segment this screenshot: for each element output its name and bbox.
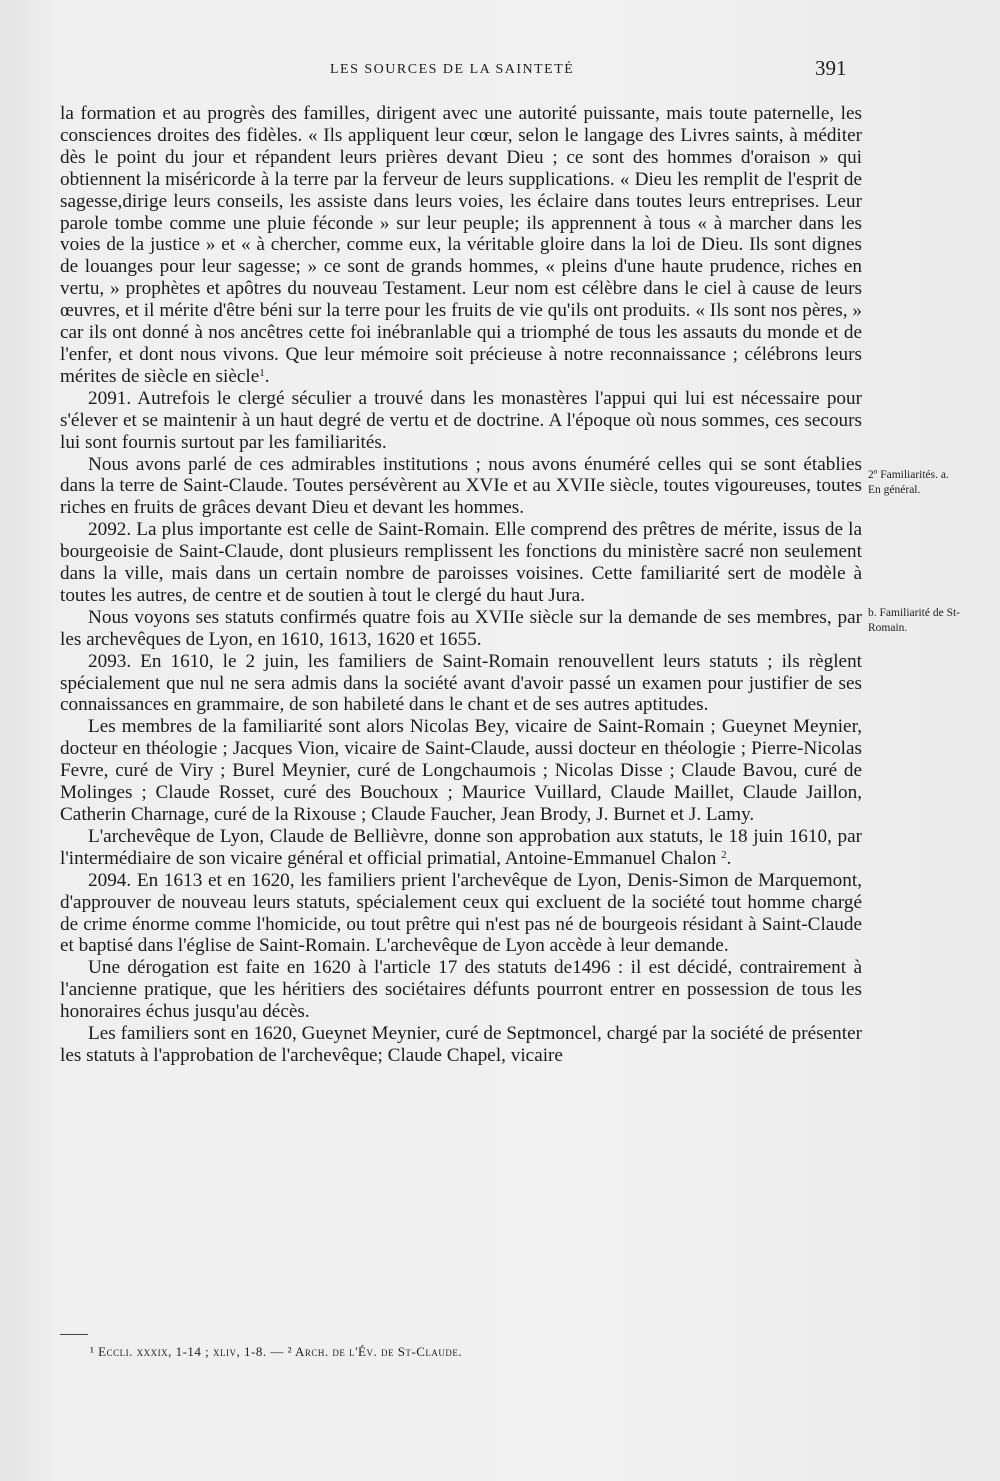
paragraph-statuts: Nous voyons ses statuts confirmés quatre fois au XVIIe siècle sur la demande de ses membres, par les archevêques de Lyon, en 1610, 1613, 1620 et 1655. xyxy=(60,606,862,650)
page-number: 391 xyxy=(815,56,847,80)
paragraph-membres: Les membres de la familiarité sont alors Nicolas Bey, vicaire de Saint-Romain ; Gueynet Meynier, docteur en théologie ; Jacques Vion, vicaire de Saint-Claude, aussi docteur en théologie ; Pierre-Nicolas Fevre, curé de Viry ; Burel Meynier, curé de Longchaumois ; Nicolas Disse ; Claude Bavou, curé de Molinges ; Claude Rosset, curé des Bouchoux ; Maurice Vuillard, Claude Maillet, Claude Jaillon, Catherin Charnage, curé de la Rixouse ; Claude Faucher, Jean Brody, J. Burnet et J. Lamy. xyxy=(60,716,862,825)
footnotes: ¹ Eccli. xxxix, 1-14 ; xliv, 1-8. — ² Arch. de l'Év. de St-Claude. xyxy=(90,1344,463,1359)
paragraph-familiers-1620: Les familiers sont en 1620, Gueynet Meynier, curé de Septmoncel, chargé par la société de présenter les statuts à l'approbation de l'archevêque; Claude Chapel, vicaire xyxy=(60,1023,862,1066)
footnote-ref: 1 xyxy=(259,366,265,379)
paragraph-institutions: Nous avons parlé de ces admirables institutions ; nous avons énuméré celles qui se sont établies dans la terre de Saint-Claude. Toutes persévèrent au XVIe et au XVIIe siècle, toutes vigoureuses, toutes riches en fruits de grâces devant Dieu et devant les hommes. xyxy=(60,453,862,519)
running-title: LES SOURCES DE LA SAINTETÉ xyxy=(330,62,575,77)
margin-note-familiarites: 2º Familiarités. a. En général. xyxy=(868,469,949,496)
paragraph-2094: 2094. En 1613 et en 1620, les familiers prient l'archevêque de Lyon, Denis-Simon de Marquemont, d'approuver de nouveau leurs statuts, spécialement ceux qui excluent de la société tout homme chargé de crime énorme comme l'homicide, ou tout prêtre qui n'est pas né de bourgeois résidant à Saint-Claude et baptisé dans l'église de Saint-Romain. L'archevêque de Lyon accède à leur demande. xyxy=(60,869,862,957)
paragraph-derogation: Une dérogation est faite en 1620 à l'article 17 des statuts de1496 : il est décidé, contrairement à l'ancienne pratique, que les héritiers des sociétaires défunts pourront entrer en possession de tous les honoraires échus jusqu'au décès. xyxy=(60,957,862,1023)
paragraph-text: la formation et au progrès des familles, dirigent avec une autorité puissante, mais toute paternelle, les consciences droites des fidèles. « Ils appliquent leur cœur, selon le langage des Livres saints, à méditer dès le point du jour et répandent leurs prières devant Dieu ; ce sont des hommes d'oraison » qui obtiennent la miséricorde à la terre par la ferveur de leurs supplications. « Dieu les remplit de l'esprit de sagesse,dirige leurs conseils, les assiste dans leurs voies, les éclaire dans toutes leurs entreprises. Leur parole tombe comme une pluie féconde » sur leur peuple; ils apprennent à tous « à marcher dans les voies de la justice » et « à chercher, comme eux, la véritable gloire dans la loi de Dieu. Ils sont dignes de louanges pour leur sagesse; » ce sont de grands hommes, « pleins d'une haute prudence, riches en vertu, » prophètes et apôtres du nouveau Testament. Leur nom est célèbre dans le ciel à cause de leurs œuvres, et il mérite d'être béni sur la terre pour les fruits de vie qu'ils ont produits. « Ils sont nos pères, » car ils ont donné à nos ancêtres cette foi inébranlable qui a triomphé de tous les assauts du monde et de l'enfer, et dont nous vivons. Que leur mémoire soit précieuse à notre reconnaissance ; célébrons leurs mérites de siècle en siècle xyxy=(60,103,862,387)
footnote-rule xyxy=(60,1334,88,1335)
paragraph-archeveque: L'archevêque de Lyon, Claude de Bellièvre, donne son approbation aux statuts, le 18 juin 1610, par l'intermédiaire de son vicaire général et official primatial, Antoine-Emmanuel Chalon $^2$. xyxy=(60,825,862,869)
paragraph-2093: 2093. En 1610, le 2 juin, les familiers de Saint-Romain renouvellent leurs statuts ; ils règlent spécialement que nul ne sera admis dans la société avant d'avoir passé un examen pour justifier de ses connaissances en grammaire, de son habileté dans le chant et de ses autres aptitudes. xyxy=(60,650,862,716)
paragraph-text: L'archevêque de Lyon, Claude de Bellièvre, donne son approbation aux statuts, le 18 juin 1610, par l'intermédiaire de son vicaire général et official primatial, Antoine-Emmanuel Chalon xyxy=(60,825,862,869)
paragraph-2092: 2092. La plus importante est celle de Saint-Romain. Elle comprend des prêtres de mérite, issus de la bourgeoisie de Saint-Claude, dont plusieurs remplissent les fonctions du ministère sacré non seulement dans la ville, mais dans un certain nombre de paroisses voisines. Cette familiarité sert de modèle à toutes les autres, de centre et de soutien à tout le clergé du haut Jura. xyxy=(60,519,862,606)
body-text xyxy=(60,103,862,1067)
paragraph-2091: 2091. Autrefois le clergé séculier a trouvé dans les monastères l'appui qui lui est nécessaire pour s'élever et se maintenir à un haut degré de vertu et de doctrine. A l'époque où nous sommes, ces secours lui sont fournis surtout par les familiarités. xyxy=(60,387,862,453)
margin-note-saint-romain: b. Familiarité de St-Romain. xyxy=(868,607,960,634)
footnote-ref: 2 xyxy=(721,848,727,861)
running-head xyxy=(0,56,1000,86)
paragraph-continued: la formation et au progrès des familles, dirigent avec une autorité puissante, mais toute paternelle, les consciences droites des fidèles. « Ils appliquent leur cœur, selon le langage des Livres saints, à méditer dès le point du jour et répandent leurs prières devant Dieu ; ce sont des hommes d'oraison » qui obtiennent la miséricorde à la terre par la ferveur de leurs supplications. « Dieu les remplit de l'esprit de sagesse,dirige leurs conseils, les assiste dans leurs voies, les éclaire dans toutes leurs entreprises. Leur parole tombe comme une pluie féconde » sur leur peuple; ils apprennent à tous « à marcher dans les voies de la justice » et « à chercher, comme eux, la véritable gloire dans la loi de Dieu. Ils sont dignes de louanges pour leur sagesse; » ce sont de grands hommes, « pleins d'une haute prudence, riches en vertu, » prophètes et apôtres du nouveau Testament. Leur nom est célèbre dans le ciel à cause de leurs œuvres, et il mérite d'être béni sur la terre pour les fruits de vie qu'ils ont produits. « Ils sont nos pères, » car ils ont donné à nos ancêtres cette foi inébranlable qui a triomphé de tous les assauts du monde et de l'enfer, et dont nous vivons. Que leur mémoire soit précieuse à notre reconnaissance ; célébrons leurs mérites de siècle en siècle$^1$. xyxy=(60,103,862,387)
